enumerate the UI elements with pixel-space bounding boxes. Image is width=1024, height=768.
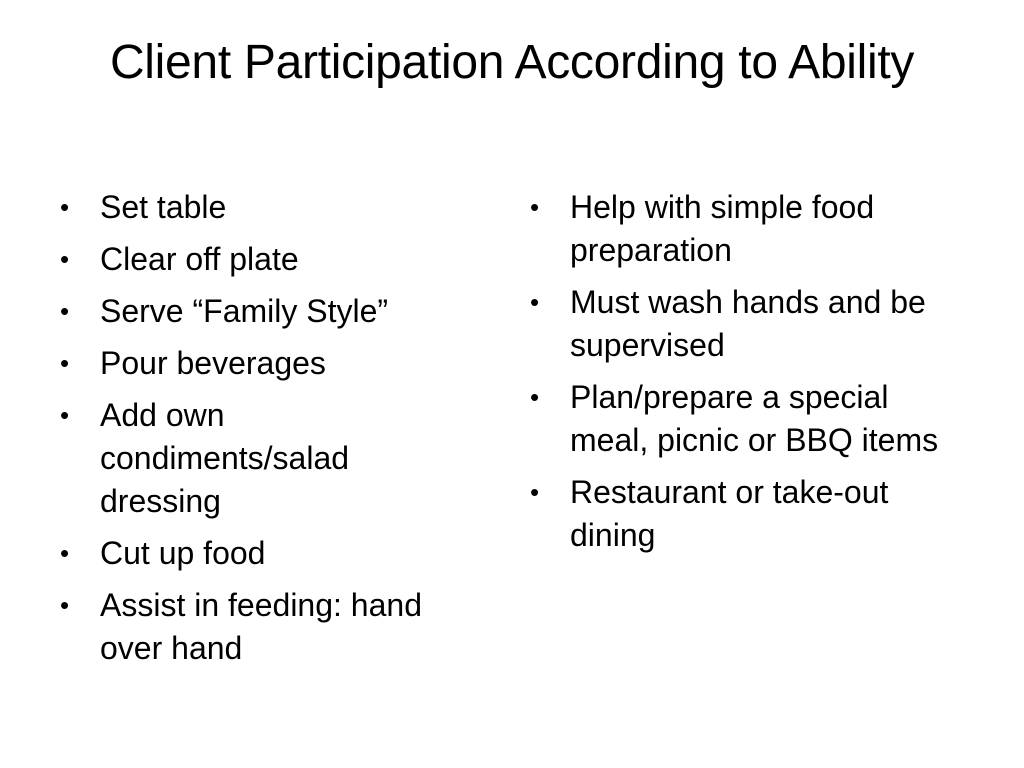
right-bullet-list	[526, 186, 966, 566]
bullet-icon: •	[60, 400, 70, 430]
bullet-icon: •	[60, 244, 70, 274]
list-item-text: Help with simple food preparation	[570, 189, 875, 268]
list-item-text: Clear off plate	[100, 241, 299, 277]
slide-title: Client Participation According to Ability	[109, 36, 915, 89]
list-item	[526, 471, 966, 557]
list-item	[526, 376, 966, 462]
list-item-text: Assist in feeding: hand over hand	[100, 587, 422, 666]
list-item	[56, 584, 451, 670]
bullet-icon: •	[60, 348, 70, 378]
bullet-icon: •	[530, 477, 540, 507]
list-item-text: Add own condiments/salad dressing	[100, 397, 350, 519]
bullet-icon: •	[530, 287, 540, 317]
list-item-text: Must wash hands and be supervised	[570, 284, 926, 363]
list-item-text: Plan/prepare a special meal, picnic or BBQ items	[570, 379, 939, 458]
list-item-text: Serve “Family Style”	[100, 293, 389, 329]
list-item-text: Set table	[100, 189, 227, 225]
bullet-icon: •	[60, 296, 70, 326]
left-bullet-list	[56, 186, 451, 679]
list-item	[56, 186, 451, 229]
bullet-icon: •	[530, 192, 540, 222]
bullet-icon: •	[60, 538, 70, 568]
list-item	[56, 342, 451, 385]
list-item-text: Restaurant or take-out dining	[570, 474, 889, 553]
bullet-icon: •	[530, 382, 540, 412]
list-item	[526, 186, 966, 272]
list-item-text: Pour beverages	[100, 345, 326, 381]
list-item-text: Cut up food	[100, 535, 266, 571]
bullet-icon: •	[60, 590, 70, 620]
list-item	[56, 290, 451, 333]
list-item	[56, 532, 451, 575]
bullet-icon: •	[60, 192, 70, 222]
list-item	[56, 394, 451, 523]
list-item	[526, 281, 966, 367]
list-item	[56, 238, 451, 281]
